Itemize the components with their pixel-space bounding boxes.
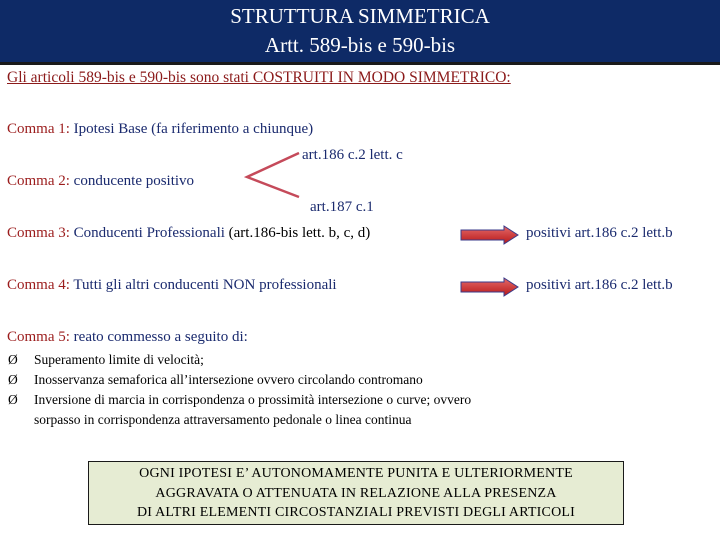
branch-chevron-icon bbox=[244, 150, 304, 200]
arrowhead-bullet-icon: Ø bbox=[8, 372, 18, 387]
comma-5-line bbox=[7, 329, 248, 346]
ref-art186-c2-c: art.186 c.2 lett. c bbox=[302, 147, 403, 163]
comma-1-text: Ipotesi Base (fa riferimento a chiunque) bbox=[73, 121, 314, 137]
comma-4-text: Tutti gli altri conducenti NON professionali bbox=[73, 277, 337, 293]
header-title: STRUTTURA SIMMETRICA bbox=[230, 4, 490, 28]
comma-3-label: Comma 3: bbox=[7, 225, 70, 241]
comma-2-line bbox=[7, 173, 194, 190]
summary-box bbox=[88, 461, 624, 525]
list-item bbox=[8, 370, 471, 390]
comma-1-line bbox=[7, 121, 313, 138]
comma-3-result: positivi art.186 c.2 lett.b bbox=[526, 225, 673, 241]
summary-line: OGNI IPOTESI E’ AUTONOMAMENTE PUNITA E ULTERIORMENTE bbox=[139, 466, 573, 481]
intro-line: Gli articoli 589-bis e 590-bis sono stati COSTRUITI IN MODO SIMMETRICO: bbox=[7, 69, 511, 86]
list-item bbox=[8, 350, 471, 370]
right-arrow-icon bbox=[460, 225, 520, 245]
comma-3-text: Conducenti Professionali bbox=[73, 225, 225, 241]
arrowhead-bullet-icon: Ø bbox=[8, 352, 18, 367]
list-item bbox=[8, 390, 471, 430]
bullet-text: Inosservanza semaforica all’intersezione ovvero circolando contromano bbox=[34, 372, 423, 387]
comma-2-text: conducente positivo bbox=[73, 173, 195, 189]
comma-3-tail: (art.186-bis lett. b, c, d) bbox=[228, 225, 371, 241]
comma-1-label: Comma 1: bbox=[7, 121, 70, 137]
arrowhead-bullet-icon: Ø bbox=[8, 392, 18, 407]
comma-4-label: Comma 4: bbox=[7, 277, 70, 293]
comma-2-label: Comma 2: bbox=[7, 173, 70, 189]
bullet-list bbox=[8, 350, 471, 430]
summary-line: AGGRAVATA O ATTENUATA IN RELAZIONE ALLA PRESENZA bbox=[155, 485, 557, 501]
header-subtitle: Artt. 589-bis e 590-bis bbox=[264, 33, 456, 57]
bullet-text: Inversione di marcia in corrispondenza o prossimità intersezione o curve; ovvero bbox=[34, 392, 472, 407]
comma-4-result: positivi art.186 c.2 lett.b bbox=[526, 277, 673, 293]
right-arrow-icon bbox=[460, 277, 520, 297]
bullet-text-continued: sorpasso in corrispondenza attraversamento pedonale o linea continua bbox=[34, 412, 412, 427]
ref-art187-c1: art.187 c.1 bbox=[310, 199, 374, 215]
summary-line: DI ALTRI ELEMENTI CIRCOSTANZIALI PREVISTI DEGLI ARTICOLI bbox=[136, 505, 575, 520]
comma-5-label: Comma 5: bbox=[7, 329, 70, 345]
comma-5-text: reato commesso a seguito di: bbox=[73, 329, 248, 345]
comma-3-line bbox=[7, 225, 370, 242]
slide-header bbox=[0, 0, 720, 62]
bullet-text: Superamento limite di velocità; bbox=[34, 352, 204, 367]
comma-4-line bbox=[7, 277, 337, 294]
header-divider bbox=[0, 62, 720, 65]
